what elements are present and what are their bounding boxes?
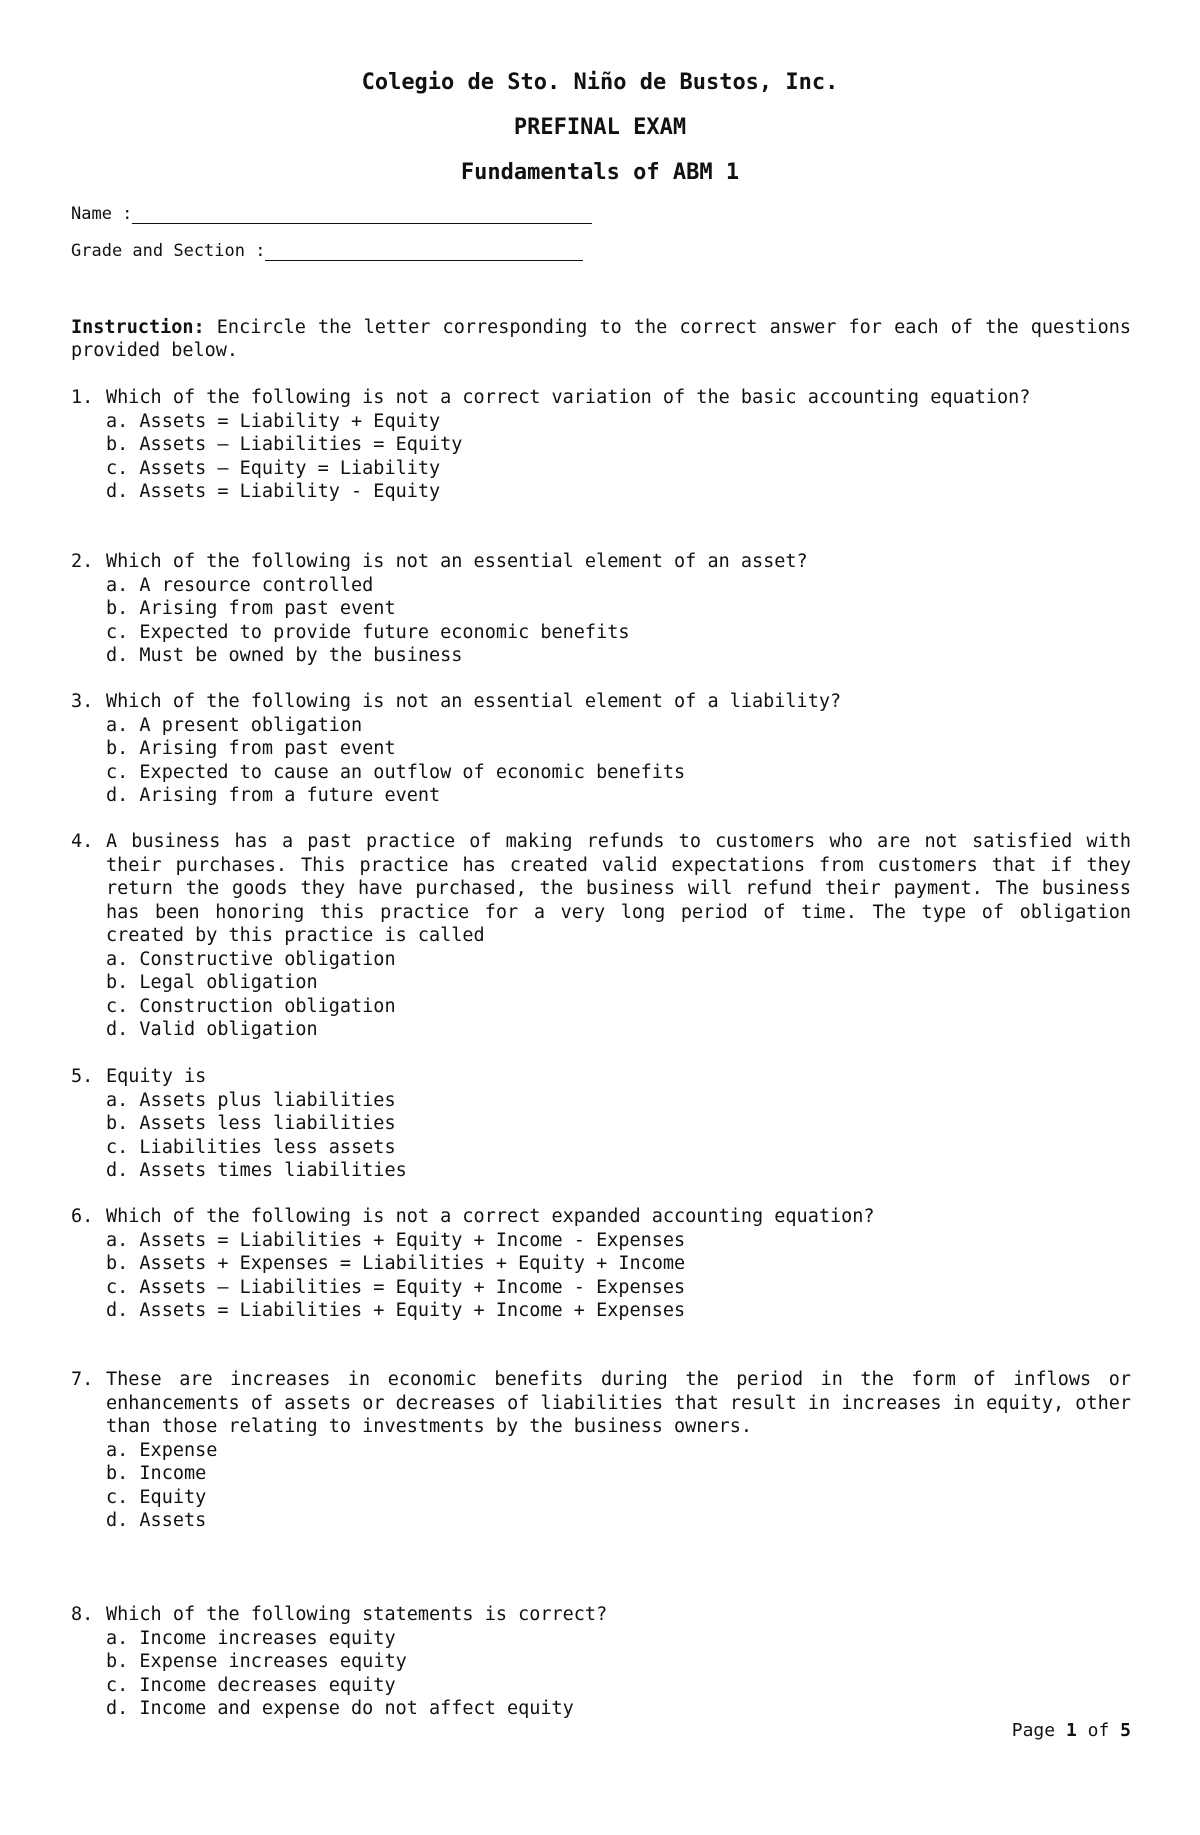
- question-3: [71, 690, 1131, 808]
- option-a[interactable]: a. A resource controlled: [106, 574, 374, 596]
- option-d[interactable]: d. Valid obligation: [106, 1019, 318, 1040]
- question-1: [71, 386, 1131, 504]
- question-2: [71, 550, 1131, 668]
- option-a[interactable]: a. Expense: [106, 1439, 218, 1461]
- question-text: Which of the following is not a correct variation of the basic accounting equation?: [106, 387, 1031, 408]
- option-b[interactable]: b. Expense increases equity: [106, 1651, 407, 1672]
- exam-title: PREFINAL EXAM: [513, 115, 687, 140]
- option-d[interactable]: d. Income and expense do not affect equity: [106, 1698, 574, 1719]
- question-text: Which of the following statements is correct?: [106, 1604, 608, 1625]
- instruction: [71, 316, 1131, 362]
- option-d[interactable]: d. Arising from a future event: [106, 785, 441, 806]
- question-number: 8.: [71, 1604, 94, 1625]
- option-d[interactable]: d. Assets = Liability - Equity: [106, 481, 441, 502]
- option-b[interactable]: b. Legal obligation: [106, 972, 318, 993]
- page-current: 1: [1065, 1720, 1077, 1741]
- question-number: 7.: [71, 1369, 94, 1390]
- question-number: 1.: [71, 387, 94, 408]
- option-d[interactable]: d. Must be owned by the business: [106, 645, 463, 666]
- option-d[interactable]: d. Assets times liabilities: [106, 1160, 407, 1181]
- question-4: [71, 830, 1131, 1042]
- option-c[interactable]: c. Assets – Equity = Liability: [106, 457, 441, 479]
- option-b[interactable]: b. Income: [106, 1463, 207, 1484]
- name-label: Name :: [71, 204, 133, 224]
- question-7: [71, 1368, 1131, 1533]
- option-b[interactable]: b. Assets + Expenses = Liabilities + Equity + Income: [106, 1253, 686, 1274]
- subject-title: Fundamentals of ABM 1: [460, 160, 740, 185]
- page-number: [1012, 1720, 1131, 1741]
- question-number: 3.: [71, 691, 94, 712]
- option-a[interactable]: a. A present obligation: [106, 714, 363, 736]
- grade-section-label: Grade and Section :: [71, 241, 266, 261]
- option-c[interactable]: c. Expected to provide future economic benefits: [106, 621, 630, 643]
- option-b[interactable]: b. Assets less liabilities: [106, 1113, 396, 1134]
- option-c[interactable]: c. Expected to cause an outflow of economic benefits: [106, 761, 686, 783]
- option-c[interactable]: c. Equity: [106, 1486, 207, 1508]
- question-number: 5.: [71, 1066, 94, 1087]
- page-word: Page: [1011, 1720, 1056, 1741]
- question-number: 6.: [71, 1206, 94, 1227]
- name-blank-line[interactable]: [132, 206, 592, 224]
- question-8: [71, 1603, 1131, 1721]
- option-b[interactable]: b. Arising from past event: [106, 738, 396, 759]
- question-text: Equity is: [106, 1066, 207, 1087]
- option-d[interactable]: d. Assets: [106, 1510, 207, 1531]
- of-word: of: [1087, 1720, 1110, 1741]
- school-name: Colegio de Sto. Niño de Bustos, Inc.: [361, 70, 839, 95]
- option-b[interactable]: b. Arising from past event: [106, 598, 396, 619]
- question-number: 2.: [71, 551, 94, 572]
- option-a[interactable]: a. Assets = Liabilities + Equity + Income - Expenses: [106, 1229, 686, 1251]
- grade-section-blank-line[interactable]: [265, 243, 583, 261]
- question-text: Which of the following is not a correct expanded accounting equation?: [106, 1206, 875, 1227]
- option-a[interactable]: a. Constructive obligation: [106, 948, 396, 970]
- option-b[interactable]: b. Assets – Liabilities = Equity: [106, 434, 463, 455]
- option-c[interactable]: c. Assets – Liabilities = Equity + Income - Expenses: [106, 1276, 686, 1298]
- name-field[interactable]: [71, 204, 592, 224]
- question-number: 4.: [71, 831, 94, 852]
- option-a[interactable]: a. Assets = Liability + Equity: [106, 410, 441, 432]
- instruction-text: Encircle the letter corresponding to the correct answer for each of the questions provided below.: [71, 317, 1131, 361]
- question-text: Which of the following is not an essential element of an asset?: [106, 551, 808, 572]
- instruction-label: Instruction:: [71, 317, 205, 338]
- question-text: A business has a past practice of making refunds to customers who are not satisfied with their purchases. This practice has created valid expectations from customers that if they return the goods they have purchased, the business will refund their payment. The business has been honoring this practice for a very long period of time. The type of obligation created by this practice is called: [106, 831, 1131, 946]
- grade-section-field[interactable]: [71, 241, 583, 261]
- option-d[interactable]: d. Assets = Liabilities + Equity + Income + Expenses: [106, 1300, 686, 1321]
- option-c[interactable]: c. Income decreases equity: [106, 1674, 396, 1696]
- question-6: [71, 1205, 1131, 1323]
- option-c[interactable]: c. Construction obligation: [106, 995, 396, 1017]
- question-text: Which of the following is not an essential element of a liability?: [106, 691, 842, 712]
- question-5: [71, 1065, 1131, 1183]
- option-a[interactable]: a. Assets plus liabilities: [106, 1089, 396, 1111]
- question-text: These are increases in economic benefits during the period in the form of inflows or enhancements of assets or decreases of liabilities that result in increases in equity, other than those relating to investments by the business owners.: [106, 1369, 1131, 1437]
- option-a[interactable]: a. Income increases equity: [106, 1627, 396, 1649]
- option-c[interactable]: c. Liabilities less assets: [106, 1136, 396, 1158]
- page-total: 5: [1120, 1720, 1131, 1741]
